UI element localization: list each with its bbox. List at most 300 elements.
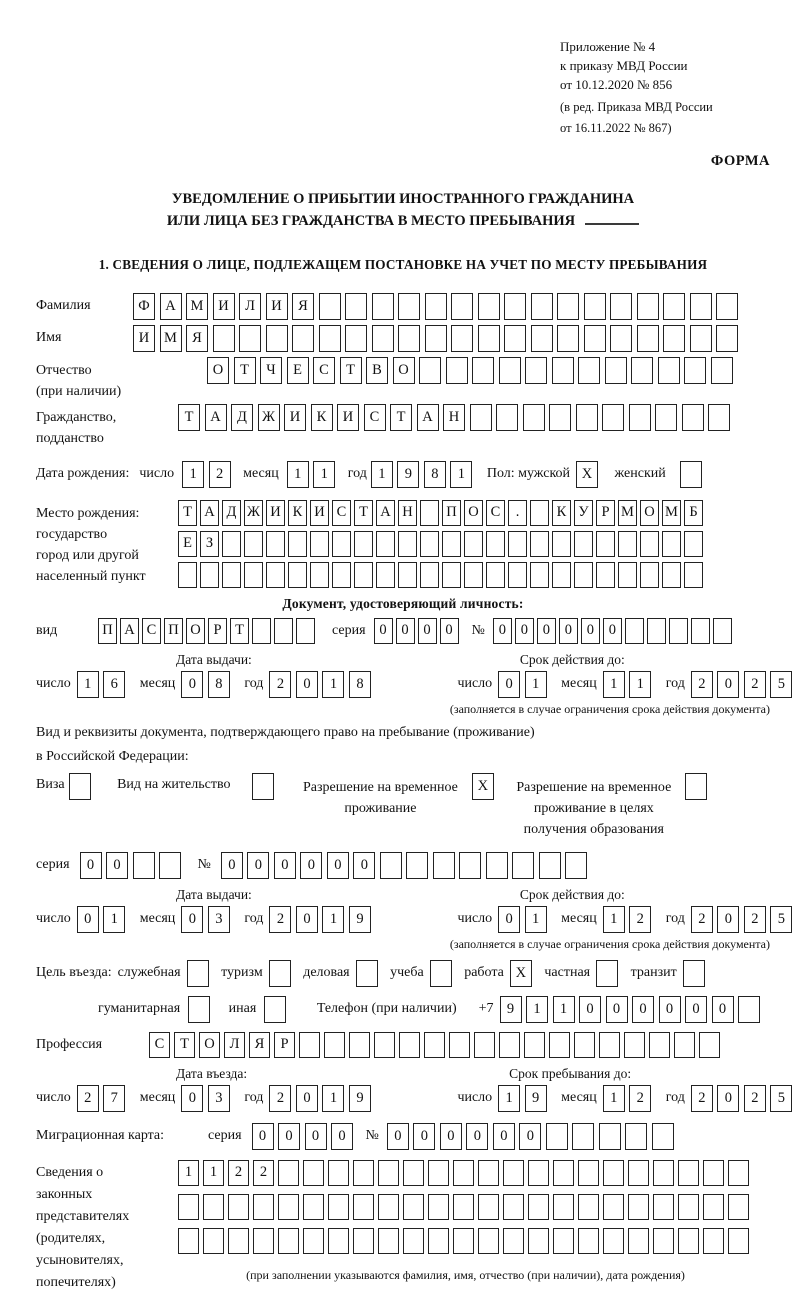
- cell[interactable]: [296, 618, 315, 644]
- cell[interactable]: 8: [208, 671, 230, 698]
- cell[interactable]: [288, 531, 307, 557]
- cell[interactable]: 2: [744, 671, 766, 698]
- cell[interactable]: О: [640, 500, 659, 526]
- cell[interactable]: 0: [559, 618, 578, 644]
- cell[interactable]: 8: [424, 461, 446, 488]
- cell[interactable]: 2: [209, 461, 231, 488]
- cell[interactable]: [552, 562, 571, 588]
- cell[interactable]: [228, 1228, 249, 1254]
- cell[interactable]: [244, 562, 263, 588]
- cell[interactable]: [703, 1194, 724, 1220]
- cell[interactable]: [610, 325, 632, 352]
- cell[interactable]: [200, 562, 219, 588]
- cell[interactable]: 0: [440, 618, 459, 644]
- cell[interactable]: 9: [397, 461, 419, 488]
- cell[interactable]: [420, 562, 439, 588]
- cell[interactable]: [274, 618, 293, 644]
- cell[interactable]: И: [133, 325, 155, 352]
- cell[interactable]: [474, 1032, 495, 1058]
- cell[interactable]: [378, 1160, 399, 1186]
- cell[interactable]: У: [574, 500, 593, 526]
- cell[interactable]: 2: [691, 1085, 713, 1112]
- cell[interactable]: 9: [500, 996, 522, 1023]
- cell[interactable]: Я: [292, 293, 314, 320]
- cell[interactable]: [553, 1228, 574, 1254]
- cell[interactable]: [203, 1228, 224, 1254]
- cell[interactable]: [222, 562, 241, 588]
- cell[interactable]: [504, 325, 526, 352]
- cell[interactable]: [524, 1032, 545, 1058]
- cell[interactable]: [453, 1228, 474, 1254]
- cell[interactable]: 0: [632, 996, 654, 1023]
- cell[interactable]: Ч: [260, 357, 282, 384]
- cell[interactable]: [266, 325, 288, 352]
- cell[interactable]: [584, 325, 606, 352]
- cell[interactable]: [663, 293, 685, 320]
- cell[interactable]: 2: [629, 906, 651, 933]
- cell[interactable]: [203, 1194, 224, 1220]
- cell[interactable]: [288, 562, 307, 588]
- cell[interactable]: [508, 562, 527, 588]
- cell[interactable]: О: [393, 357, 415, 384]
- cell[interactable]: 0: [387, 1123, 409, 1150]
- cell[interactable]: [602, 404, 624, 431]
- cell[interactable]: [376, 531, 395, 557]
- cell[interactable]: [403, 1228, 424, 1254]
- cell[interactable]: [425, 325, 447, 352]
- cell[interactable]: 1: [629, 671, 651, 698]
- cell[interactable]: 1: [182, 461, 204, 488]
- cell[interactable]: 6: [103, 671, 125, 698]
- cell[interactable]: 0: [278, 1123, 300, 1150]
- cell[interactable]: Т: [340, 357, 362, 384]
- cell[interactable]: [653, 1194, 674, 1220]
- cell[interactable]: [478, 1160, 499, 1186]
- cell[interactable]: [669, 618, 688, 644]
- cell[interactable]: [464, 531, 483, 557]
- cell[interactable]: [628, 1160, 649, 1186]
- cell[interactable]: Е: [178, 531, 197, 557]
- cell[interactable]: М: [160, 325, 182, 352]
- cell[interactable]: 0: [579, 996, 601, 1023]
- cell[interactable]: [356, 960, 378, 987]
- cell[interactable]: [528, 1228, 549, 1254]
- cell[interactable]: [310, 531, 329, 557]
- cell[interactable]: [425, 293, 447, 320]
- cell[interactable]: [428, 1194, 449, 1220]
- cell[interactable]: 1: [603, 906, 625, 933]
- cell[interactable]: [419, 357, 441, 384]
- cell[interactable]: [690, 293, 712, 320]
- cell[interactable]: [699, 1032, 720, 1058]
- cell[interactable]: 1: [603, 671, 625, 698]
- cell[interactable]: [553, 1194, 574, 1220]
- cell[interactable]: Т: [174, 1032, 195, 1058]
- cell[interactable]: 0: [537, 618, 556, 644]
- cell[interactable]: 2: [269, 1085, 291, 1112]
- cell[interactable]: [574, 531, 593, 557]
- cell[interactable]: [530, 562, 549, 588]
- cell[interactable]: [178, 1194, 199, 1220]
- cell[interactable]: 2: [228, 1160, 249, 1186]
- cell[interactable]: [278, 1228, 299, 1254]
- cell[interactable]: [252, 618, 271, 644]
- cell[interactable]: [625, 1123, 647, 1150]
- cell[interactable]: [398, 562, 417, 588]
- cell[interactable]: [528, 1194, 549, 1220]
- cell[interactable]: 8: [349, 671, 371, 698]
- cell[interactable]: [576, 404, 598, 431]
- cell[interactable]: [292, 325, 314, 352]
- cell[interactable]: .: [508, 500, 527, 526]
- cell[interactable]: [546, 1123, 568, 1150]
- cell[interactable]: [728, 1228, 749, 1254]
- cell[interactable]: 1: [322, 906, 344, 933]
- cell[interactable]: [278, 1160, 299, 1186]
- cell[interactable]: 0: [466, 1123, 488, 1150]
- cell[interactable]: [684, 562, 703, 588]
- cell[interactable]: 3: [208, 906, 230, 933]
- cell[interactable]: 0: [493, 618, 512, 644]
- cell[interactable]: [228, 1194, 249, 1220]
- cell[interactable]: [278, 1194, 299, 1220]
- cell[interactable]: О: [464, 500, 483, 526]
- cell[interactable]: 1: [526, 996, 548, 1023]
- cell[interactable]: [703, 1228, 724, 1254]
- cell[interactable]: [253, 1228, 274, 1254]
- cell[interactable]: [683, 960, 705, 987]
- cell[interactable]: И: [266, 500, 285, 526]
- cell[interactable]: Т: [178, 404, 200, 431]
- cell[interactable]: [446, 357, 468, 384]
- cell[interactable]: [649, 1032, 670, 1058]
- cell[interactable]: 0: [418, 618, 437, 644]
- cell[interactable]: [628, 1194, 649, 1220]
- cell[interactable]: [374, 1032, 395, 1058]
- cell[interactable]: Н: [398, 500, 417, 526]
- cell[interactable]: [557, 293, 579, 320]
- cell[interactable]: [499, 1032, 520, 1058]
- cell[interactable]: А: [417, 404, 439, 431]
- cell[interactable]: [530, 531, 549, 557]
- cell[interactable]: [625, 618, 644, 644]
- cell[interactable]: [512, 852, 534, 879]
- cell[interactable]: И: [213, 293, 235, 320]
- cell[interactable]: [662, 531, 681, 557]
- cell[interactable]: [530, 500, 549, 526]
- cell[interactable]: Р: [274, 1032, 295, 1058]
- cell[interactable]: 0: [606, 996, 628, 1023]
- cell[interactable]: 0: [717, 1085, 739, 1112]
- cell[interactable]: [188, 996, 210, 1023]
- cell[interactable]: [678, 1194, 699, 1220]
- cell[interactable]: [266, 562, 285, 588]
- cell[interactable]: [663, 325, 685, 352]
- cell[interactable]: К: [288, 500, 307, 526]
- cell[interactable]: [716, 325, 738, 352]
- cell[interactable]: [711, 357, 733, 384]
- cell[interactable]: [678, 1160, 699, 1186]
- cell[interactable]: [652, 1123, 674, 1150]
- cell[interactable]: [637, 293, 659, 320]
- cell[interactable]: [503, 1160, 524, 1186]
- cell[interactable]: [738, 996, 760, 1023]
- cell[interactable]: 0: [374, 618, 393, 644]
- cell[interactable]: [640, 531, 659, 557]
- cell[interactable]: [449, 1032, 470, 1058]
- cell[interactable]: С: [149, 1032, 170, 1058]
- cell[interactable]: [354, 531, 373, 557]
- cell[interactable]: [682, 404, 704, 431]
- cell[interactable]: [159, 852, 181, 879]
- cell[interactable]: 0: [296, 671, 318, 698]
- cell[interactable]: [631, 357, 653, 384]
- cell[interactable]: [328, 1160, 349, 1186]
- cell[interactable]: [420, 500, 439, 526]
- cell[interactable]: [398, 325, 420, 352]
- cell[interactable]: 1: [203, 1160, 224, 1186]
- cell[interactable]: [531, 325, 553, 352]
- cell[interactable]: [549, 1032, 570, 1058]
- cell[interactable]: [266, 531, 285, 557]
- cell[interactable]: 0: [300, 852, 322, 879]
- cell[interactable]: [662, 562, 681, 588]
- cell[interactable]: 1: [178, 1160, 199, 1186]
- cell[interactable]: [178, 562, 197, 588]
- cell[interactable]: А: [205, 404, 227, 431]
- cell[interactable]: [508, 531, 527, 557]
- cell[interactable]: 9: [349, 906, 371, 933]
- cell[interactable]: [496, 404, 518, 431]
- cell[interactable]: [674, 1032, 695, 1058]
- cell[interactable]: 1: [371, 461, 393, 488]
- cell[interactable]: О: [199, 1032, 220, 1058]
- cell[interactable]: Л: [239, 293, 261, 320]
- cell[interactable]: Ж: [258, 404, 280, 431]
- cell[interactable]: [716, 293, 738, 320]
- cell[interactable]: [310, 562, 329, 588]
- cell[interactable]: И: [284, 404, 306, 431]
- cell[interactable]: Т: [234, 357, 256, 384]
- cell[interactable]: [596, 960, 618, 987]
- cell[interactable]: [398, 293, 420, 320]
- cell[interactable]: 0: [712, 996, 734, 1023]
- cell[interactable]: [372, 293, 394, 320]
- cell[interactable]: [303, 1194, 324, 1220]
- cell[interactable]: С: [142, 618, 161, 644]
- cell[interactable]: 0: [603, 618, 622, 644]
- cell[interactable]: О: [207, 357, 229, 384]
- cell[interactable]: 1: [525, 906, 547, 933]
- cell[interactable]: С: [313, 357, 335, 384]
- cell[interactable]: [653, 1160, 674, 1186]
- cell[interactable]: И: [310, 500, 329, 526]
- cell[interactable]: [678, 1228, 699, 1254]
- cell[interactable]: Т: [354, 500, 373, 526]
- cell[interactable]: [596, 531, 615, 557]
- cell[interactable]: [640, 562, 659, 588]
- cell[interactable]: [354, 562, 373, 588]
- cell[interactable]: [442, 531, 461, 557]
- cell[interactable]: [303, 1228, 324, 1254]
- cell[interactable]: [244, 531, 263, 557]
- cell[interactable]: [552, 531, 571, 557]
- cell[interactable]: 0: [396, 618, 415, 644]
- cell[interactable]: [578, 1194, 599, 1220]
- cell[interactable]: [503, 1228, 524, 1254]
- cell[interactable]: [557, 325, 579, 352]
- cell[interactable]: [653, 1228, 674, 1254]
- cell[interactable]: З: [200, 531, 219, 557]
- cell[interactable]: [380, 852, 402, 879]
- cell[interactable]: 1: [603, 1085, 625, 1112]
- cell[interactable]: М: [186, 293, 208, 320]
- cell[interactable]: 2: [77, 1085, 99, 1112]
- cell[interactable]: [685, 773, 707, 800]
- cell[interactable]: [378, 1194, 399, 1220]
- cell[interactable]: [578, 1160, 599, 1186]
- cell[interactable]: [403, 1194, 424, 1220]
- cell[interactable]: [684, 357, 706, 384]
- cell[interactable]: [213, 325, 235, 352]
- cell[interactable]: 0: [106, 852, 128, 879]
- cell[interactable]: [372, 325, 394, 352]
- cell[interactable]: [319, 293, 341, 320]
- cell[interactable]: 3: [208, 1085, 230, 1112]
- cell[interactable]: [353, 1194, 374, 1220]
- cell[interactable]: Д: [231, 404, 253, 431]
- cell[interactable]: [399, 1032, 420, 1058]
- cell[interactable]: [486, 531, 505, 557]
- cell[interactable]: 0: [659, 996, 681, 1023]
- cell[interactable]: [406, 852, 428, 879]
- cell[interactable]: 1: [77, 671, 99, 698]
- cell[interactable]: М: [618, 500, 637, 526]
- cell[interactable]: [428, 1160, 449, 1186]
- cell[interactable]: 0: [80, 852, 102, 879]
- cell[interactable]: [680, 461, 702, 488]
- cell[interactable]: [403, 1160, 424, 1186]
- cell[interactable]: [599, 1123, 621, 1150]
- cell[interactable]: [420, 531, 439, 557]
- cell[interactable]: Л: [224, 1032, 245, 1058]
- cell[interactable]: П: [164, 618, 183, 644]
- cell[interactable]: [572, 1123, 594, 1150]
- cell[interactable]: [574, 1032, 595, 1058]
- cell[interactable]: [433, 852, 455, 879]
- cell[interactable]: 2: [744, 1085, 766, 1112]
- cell[interactable]: 9: [525, 1085, 547, 1112]
- cell[interactable]: 0: [331, 1123, 353, 1150]
- cell[interactable]: [324, 1032, 345, 1058]
- cell[interactable]: [603, 1194, 624, 1220]
- cell[interactable]: [684, 531, 703, 557]
- cell[interactable]: А: [200, 500, 219, 526]
- cell[interactable]: С: [364, 404, 386, 431]
- cell[interactable]: К: [311, 404, 333, 431]
- cell[interactable]: Н: [443, 404, 465, 431]
- cell[interactable]: [453, 1160, 474, 1186]
- cell[interactable]: Т: [390, 404, 412, 431]
- cell[interactable]: [599, 1032, 620, 1058]
- cell[interactable]: 2: [744, 906, 766, 933]
- cell[interactable]: К: [552, 500, 571, 526]
- cell[interactable]: 0: [717, 671, 739, 698]
- cell[interactable]: П: [98, 618, 117, 644]
- cell[interactable]: [528, 1160, 549, 1186]
- cell[interactable]: П: [442, 500, 461, 526]
- cell[interactable]: 0: [252, 1123, 274, 1150]
- cell[interactable]: О: [186, 618, 205, 644]
- cell[interactable]: [713, 618, 732, 644]
- cell[interactable]: 1: [322, 671, 344, 698]
- cell[interactable]: [353, 1228, 374, 1254]
- cell[interactable]: [328, 1194, 349, 1220]
- cell[interactable]: [565, 852, 587, 879]
- cell[interactable]: Т: [230, 618, 249, 644]
- cell[interactable]: В: [366, 357, 388, 384]
- cell[interactable]: [486, 562, 505, 588]
- cell[interactable]: 0: [498, 906, 520, 933]
- cell[interactable]: 0: [305, 1123, 327, 1150]
- cell[interactable]: 0: [581, 618, 600, 644]
- cell[interactable]: 2: [269, 671, 291, 698]
- cell[interactable]: [708, 404, 730, 431]
- cell[interactable]: [253, 1194, 274, 1220]
- cell[interactable]: 2: [629, 1085, 651, 1112]
- cell[interactable]: [252, 773, 274, 800]
- cell[interactable]: А: [120, 618, 139, 644]
- cell[interactable]: 0: [685, 996, 707, 1023]
- cell[interactable]: [596, 562, 615, 588]
- cell[interactable]: Т: [178, 500, 197, 526]
- cell[interactable]: 0: [296, 1085, 318, 1112]
- cell[interactable]: [618, 562, 637, 588]
- cell[interactable]: [624, 1032, 645, 1058]
- cell[interactable]: 1: [553, 996, 575, 1023]
- cell[interactable]: 0: [221, 852, 243, 879]
- cell[interactable]: [584, 293, 606, 320]
- cell[interactable]: X: [472, 773, 494, 800]
- cell[interactable]: [345, 293, 367, 320]
- cell[interactable]: [472, 357, 494, 384]
- cell[interactable]: [637, 325, 659, 352]
- cell[interactable]: 1: [450, 461, 472, 488]
- cell[interactable]: [647, 618, 666, 644]
- cell[interactable]: [378, 1228, 399, 1254]
- cell[interactable]: [525, 357, 547, 384]
- cell[interactable]: [629, 404, 651, 431]
- cell[interactable]: [703, 1160, 724, 1186]
- cell[interactable]: [531, 293, 553, 320]
- cell[interactable]: 0: [296, 906, 318, 933]
- cell[interactable]: 5: [770, 906, 792, 933]
- cell[interactable]: 0: [77, 906, 99, 933]
- cell[interactable]: Е: [287, 357, 309, 384]
- cell[interactable]: [603, 1160, 624, 1186]
- cell[interactable]: 0: [274, 852, 296, 879]
- cell[interactable]: Б: [684, 500, 703, 526]
- cell[interactable]: [499, 357, 521, 384]
- cell[interactable]: 0: [327, 852, 349, 879]
- cell[interactable]: М: [662, 500, 681, 526]
- cell[interactable]: X: [576, 461, 598, 488]
- cell[interactable]: С: [332, 500, 351, 526]
- cell[interactable]: [574, 562, 593, 588]
- cell[interactable]: [603, 1228, 624, 1254]
- cell[interactable]: 1: [525, 671, 547, 698]
- cell[interactable]: [504, 293, 526, 320]
